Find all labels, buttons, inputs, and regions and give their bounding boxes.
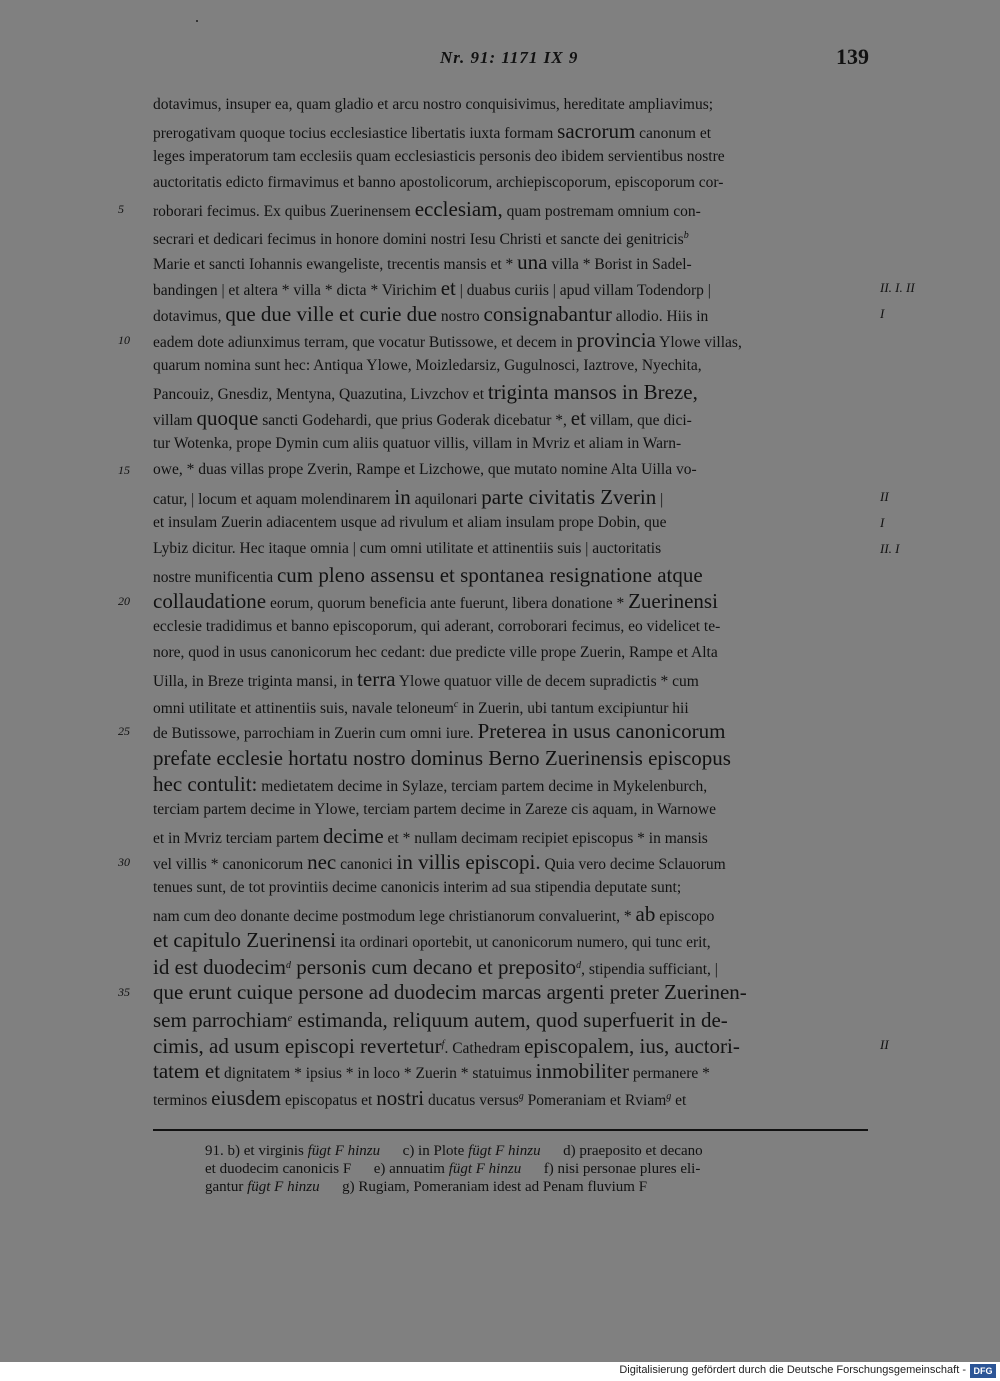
text-segment: leges imperatorum tam ecclesiis quam ecclesiasticis personis deo ibidem servientibus nostre: [153, 148, 725, 166]
text-segment: nostre munificentia: [153, 568, 277, 586]
text-line: [153, 405, 868, 431]
text-segment: que due ville et curie due: [225, 301, 438, 326]
text-segment: terra: [357, 667, 396, 692]
dfg-logo: DFG: [970, 1364, 996, 1378]
page-header: [0, 44, 1000, 74]
margin-note: II: [880, 488, 889, 504]
text-line: [153, 849, 868, 875]
page-number: 139: [836, 44, 869, 69]
text-segment: personis cum decano et preposito: [290, 955, 577, 980]
text-segment: et: [570, 406, 586, 431]
text-segment: collaudatione: [153, 588, 267, 613]
text-segment: secrari et dedicari fecimus in honore domini nostri Iesu Christi et sancte dei genitricis: [153, 230, 684, 248]
text-segment: et * nullam decimam recipiet episcopus * in mansis: [383, 829, 708, 847]
footnote-marker: g: [666, 1090, 672, 1102]
text-segment: quoque: [196, 406, 259, 431]
text-segment: catur, | locum et aquam molendinarem: [153, 490, 395, 508]
text-line: [153, 771, 868, 797]
text-segment: eiusdem: [211, 1085, 282, 1110]
text-segment: owe, * duas villas prope Zverin, Rampe et Lizchowe, que mutato nomine Alta Uilla vo-: [153, 461, 697, 479]
line-number: 25: [118, 724, 130, 739]
text-line: [153, 484, 868, 510]
text-line: [153, 379, 868, 405]
text-segment: dotavimus,: [153, 307, 226, 325]
text-line: [153, 1084, 868, 1110]
text-segment: dotavimus, insuper ea, quam gladio et arcu nostro conquisivimus, hereditate ampliavimus;: [153, 96, 714, 113]
text-segment: nec: [307, 849, 337, 874]
text-segment: fügt F hinzu: [247, 1179, 320, 1195]
text-segment: tatem et: [153, 1058, 221, 1083]
footnote-marker: b: [683, 229, 689, 241]
footnote-marker: c: [453, 699, 459, 711]
text-segment: et: [440, 275, 456, 300]
text-segment: de Butissowe, parrochiam in Zuerin cum omni iure.: [153, 725, 478, 743]
text-line: [153, 588, 868, 614]
text-segment: nam cum deo donante decime postmodum lege christianorum convaluerint, *: [153, 908, 636, 926]
text-segment: sacrorum: [557, 119, 636, 144]
text-segment: allodio. Hiis in: [611, 307, 709, 325]
text-segment: et in Mvriz terciam partem: [153, 829, 324, 847]
text-segment: terciam partem decime in Ylowe, terciam partem decime in Zareze cis aquam, in Warnowe: [153, 800, 716, 818]
line-number: 15: [118, 463, 130, 478]
text-segment: inmobiliter: [535, 1058, 629, 1083]
text-segment: eorum, quorum beneficia ante fuerunt, libera donatione *: [266, 594, 629, 612]
text-segment: canonum et: [635, 125, 712, 143]
text-line: [153, 1032, 868, 1058]
text-segment: medietatem decime in Sylaze, terciam partem decime in Mykelenburch,: [257, 777, 708, 795]
text-segment: permanere *: [628, 1064, 710, 1082]
footnote-line: [205, 1179, 870, 1196]
line-number: 30: [118, 854, 130, 869]
text-segment: id est duodecim: [153, 955, 286, 980]
text-segment: Lybiz dicitur. Hec itaque omnia | cum omni utilitate et attinentiis suis | auctoritatis: [153, 539, 662, 557]
text-line: [153, 457, 868, 483]
text-segment: quarum nomina sunt hec: Antiqua Ylowe, Moizledarsiz, Gugulnosci, Iaztrove, Nyechita,: [153, 357, 702, 374]
text-line: [153, 92, 868, 118]
text-segment: cimis, ad usum episcopi revertetur: [153, 1033, 442, 1058]
text-segment: sem parrochiam: [153, 1007, 288, 1032]
text-segment: gantur: [205, 1179, 248, 1195]
text-line: [153, 431, 868, 457]
footnote-marker: d: [285, 960, 291, 972]
margin-note: I: [880, 305, 885, 321]
text-segment: fügt F hinzu: [448, 1161, 522, 1177]
text-segment: Ylowe villas,: [655, 333, 742, 351]
text-segment: Zuerinensi: [628, 588, 718, 613]
text-segment: omni utilitate et attinentiis suis, navale teloneum: [153, 700, 454, 718]
text-segment: una: [517, 249, 548, 274]
text-line: [153, 797, 868, 823]
footnote-marker: e: [287, 1012, 293, 1024]
text-line: [153, 118, 868, 144]
margin-note: II. I: [880, 540, 900, 556]
text-segment: ducatus versus: [424, 1091, 519, 1109]
scan-speck: [196, 20, 198, 22]
footer-bar: [0, 1362, 1000, 1381]
text-segment: villa * Borist in Sadel-: [547, 255, 692, 273]
text-segment: g) Rugiam, Pomeraniam idest ad Penam fluvium F: [319, 1179, 648, 1195]
text-segment: et: [671, 1091, 687, 1109]
text-line: [153, 979, 868, 1005]
text-segment: nore, quod in usus canonicorum hec cedant: due predicte ville prope Zuerin, Rampe et Alta: [153, 644, 718, 662]
text-segment: provincia: [576, 327, 656, 352]
text-segment: | duabus curiis | apud villam Todendorp |: [455, 281, 711, 299]
text-line: [153, 1006, 868, 1032]
text-segment: roborari fecimus. Ex quibus Zuerinensem: [153, 203, 415, 221]
text-segment: episcopo: [655, 908, 715, 926]
text-segment: et capitulo Zuerinensi: [153, 928, 337, 953]
text-segment: Pancouiz, Gnesdiz, Mentyna, Quazutina, Livzchov et: [153, 386, 488, 404]
text-line: [153, 562, 868, 588]
footnote-line: [205, 1161, 870, 1178]
text-line: [153, 666, 868, 692]
text-line: [153, 223, 868, 249]
text-segment: hec contulit:: [153, 771, 258, 796]
text-segment: Marie et sancti Iohannis ewangeliste, trecentis mansis et *: [153, 255, 518, 273]
text-line: [153, 745, 868, 771]
funding-credit: Digitalisierung gefördert durch die Deutsche Forschungsgemeinschaft -: [619, 1364, 966, 1376]
text-line: [153, 640, 868, 666]
text-segment: ecclesie tradidimus et banno episcoporum, qui aderant, corroborari fecimus, eo videlicet te-: [153, 618, 721, 635]
text-segment: prefate ecclesie hortatu nostro dominus Berno Zuerinensis episcopus: [153, 745, 731, 770]
text-segment: nostro: [437, 307, 484, 325]
margin-note: II. I. II: [880, 279, 915, 295]
text-segment: , stipendia sufficiant, |: [581, 961, 718, 979]
text-line: [153, 301, 868, 327]
text-segment: fügt F hinzu: [468, 1143, 541, 1159]
text-segment: que erunt cuique persone ad duodecim marcas argenti preter Zuerinen-: [153, 980, 747, 1005]
text-line: [153, 327, 868, 353]
text-line: [153, 718, 868, 744]
text-line: [153, 196, 868, 222]
text-segment: Pomeraniam et Rviam: [523, 1091, 667, 1109]
text-segment: c) in Plote: [380, 1143, 469, 1159]
text-line: [153, 275, 868, 301]
text-line: [153, 875, 868, 901]
text-line: [153, 353, 868, 379]
text-segment: in villis episcopi.: [396, 849, 541, 874]
text-segment: Uilla, in Breze triginta mansi, in: [153, 673, 358, 691]
footnote-line: [205, 1143, 870, 1160]
footnote-marker: g: [518, 1090, 524, 1102]
text-segment: villam, que dici-: [585, 412, 692, 430]
text-line: [153, 510, 868, 536]
text-line: [153, 692, 868, 718]
text-segment: estimanda, reliquum autem, quod superfuerit in de-: [292, 1007, 728, 1032]
text-segment: vel villis * canonicorum: [153, 855, 308, 873]
line-number: 20: [118, 593, 130, 608]
margin-note: I: [880, 514, 885, 530]
text-segment: canonici: [336, 855, 397, 873]
text-segment: . Cathedram: [444, 1039, 525, 1057]
line-number: 35: [118, 985, 130, 1000]
document-number-title: Nr. 91: 1171 IX 9: [440, 48, 579, 67]
text-segment: 91.: [205, 1143, 228, 1159]
text-segment: auctoritatis edicto firmavimus et banno apostolicorum, archiepiscoporum, episcoporum cor-: [153, 174, 724, 192]
text-segment: prerogativam quoque tocius ecclesiastice libertatis iuxta formam: [153, 125, 558, 143]
text-line: [153, 1058, 868, 1084]
text-line: [153, 823, 868, 849]
text-segment: terminos: [153, 1091, 212, 1109]
text-segment: consignabantur: [483, 301, 612, 326]
footnote-marker: d: [576, 960, 582, 972]
text-segment: eadem dote adiunximus terram, que vocatur Butissowe, et decem in: [153, 333, 577, 351]
text-segment: triginta mansos in Breze,: [487, 380, 698, 405]
text-segment: sancti Godehardi, que prius Goderak dicebatur *,: [258, 412, 571, 430]
text-segment: d) praeposito et decano: [540, 1143, 703, 1159]
text-segment: ita ordinari oportebit, ut canonicorum numero, qui tunc erit,: [336, 934, 711, 952]
text-segment: dignitatem * ipsius * in loco * Zuerin * statuimus: [220, 1064, 536, 1082]
text-segment: fügt F hinzu: [307, 1143, 381, 1159]
text-segment: parte civitatis Zverin: [481, 484, 657, 509]
text-line: [153, 901, 868, 927]
footnote-marker: f: [441, 1038, 445, 1050]
text-segment: Ylowe quatuor ville de decem supradictis * cum: [395, 673, 699, 691]
text-segment: cum pleno assensu et spontanea resignatione atque: [276, 562, 703, 587]
text-segment: in Zuerin, ubi tantum excipiuntur hii: [458, 700, 689, 718]
text-segment: aquilonari: [410, 490, 482, 508]
text-segment: episcopatus et: [281, 1091, 377, 1109]
text-segment: in: [394, 484, 411, 509]
text-segment: bandingen | et altera * villa * dicta * Virichim: [153, 281, 441, 299]
text-segment: nostri: [376, 1085, 425, 1110]
text-line: [153, 536, 868, 562]
text-segment: |: [656, 490, 664, 508]
text-line: [153, 249, 868, 275]
text-segment: Preterea in usus canonicorum: [477, 719, 726, 744]
line-number: 5: [118, 202, 124, 217]
text-segment: episcopalem, ius, auctori-: [524, 1033, 740, 1058]
text-segment: et duodecim canonicis F e) annuatim: [205, 1161, 449, 1177]
text-segment: Quia vero decime Sclauorum: [540, 855, 726, 873]
margin-note: II: [880, 1036, 889, 1052]
text-segment: tur Wotenka, prope Dymin cum aliis quatuor villis, villam in Mvriz et aliam in Warn-: [153, 435, 682, 453]
line-number: 10: [118, 332, 130, 347]
text-segment: quam postremam omnium con-: [502, 203, 701, 221]
footnote-divider: [153, 1129, 868, 1131]
text-line: [153, 144, 868, 170]
text-segment: b) et virginis: [227, 1143, 308, 1159]
text-segment: decime: [323, 823, 384, 848]
text-segment: villam: [153, 412, 197, 430]
text-line: [153, 170, 868, 196]
text-line: [153, 927, 868, 953]
text-segment: tenues sunt, de tot provintiis decime canonicis interim ad sua stipendia deputate sunt;: [153, 879, 682, 896]
text-line: [153, 953, 868, 979]
text-segment: ecclesiam,: [414, 197, 503, 222]
text-segment: f) nisi personae plures eli-: [521, 1161, 701, 1177]
text-segment: et insulam Zuerin adiacentem usque ad rivulum et aliam insulam prope Dobin, que: [153, 513, 667, 531]
text-segment: ab: [635, 902, 656, 927]
text-line: [153, 614, 868, 640]
